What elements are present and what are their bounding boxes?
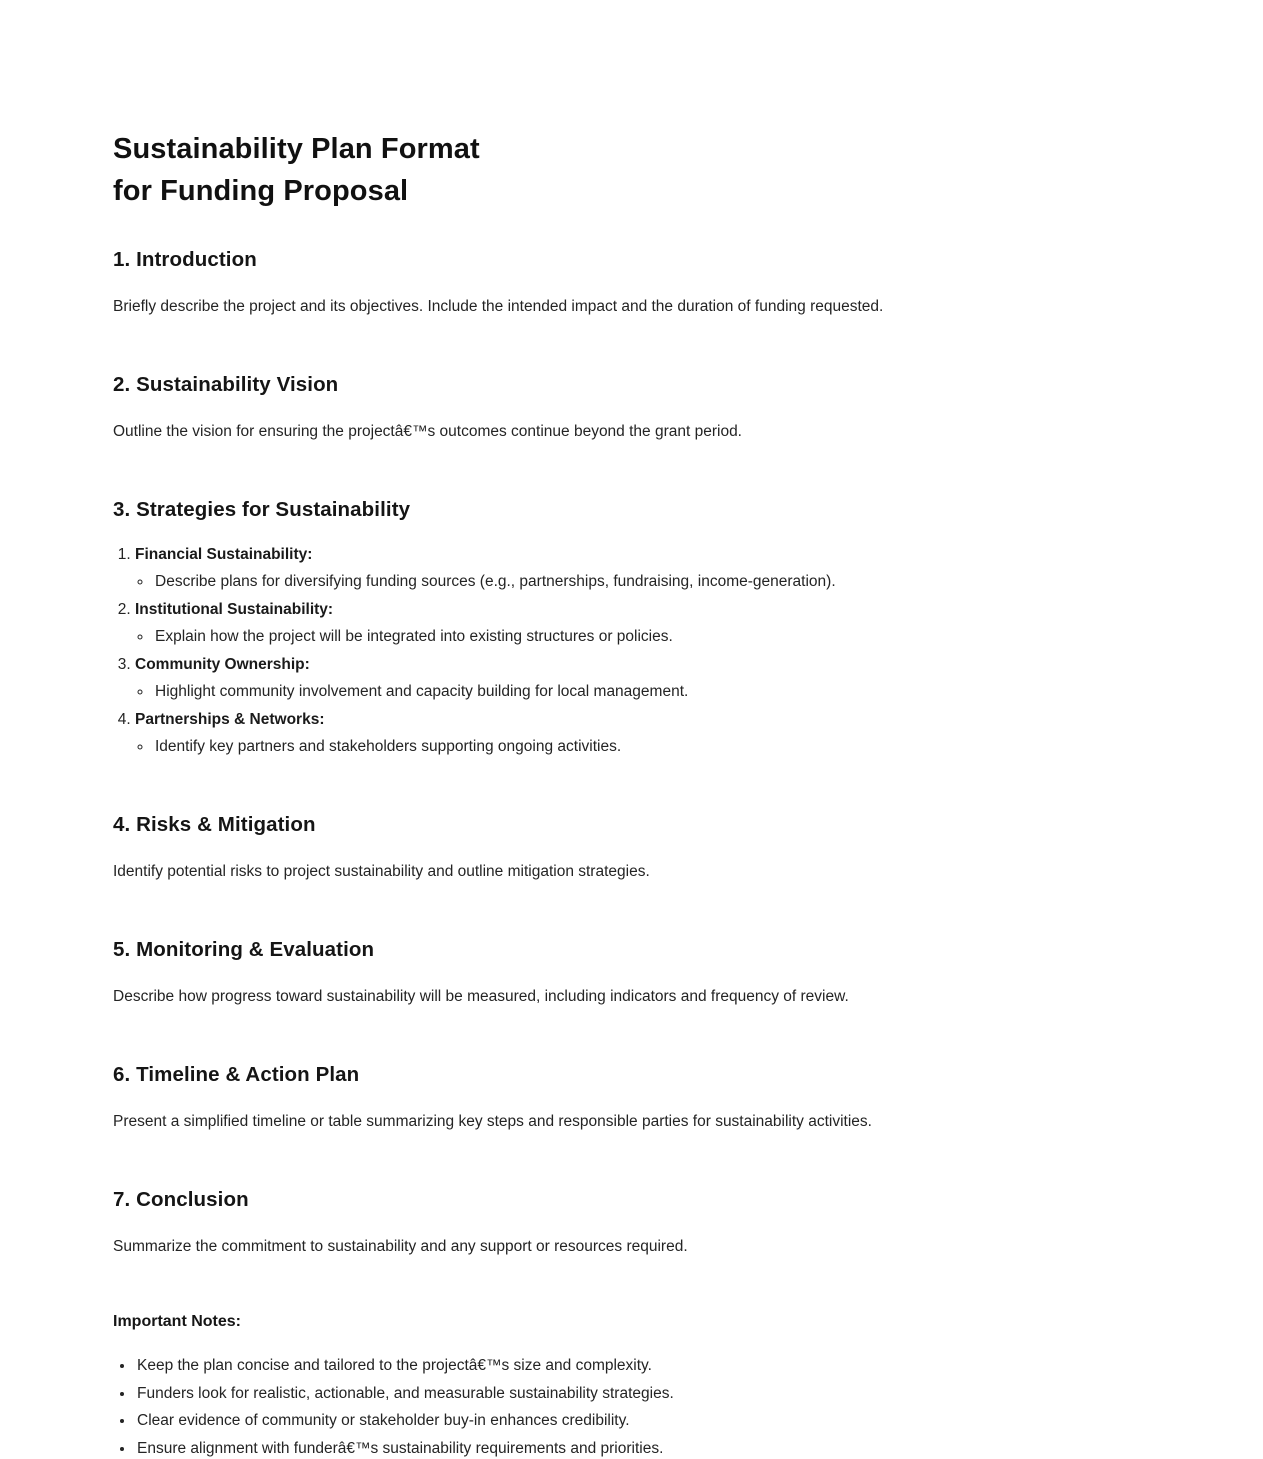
strategy-list: [113, 544, 1150, 757]
section-body-introduction: Briefly describe the project and its objectives. Include the intended impact and the duration of funding requested.: [113, 298, 884, 315]
strategy-sublist-community: [135, 681, 1150, 702]
notes-list: [113, 1355, 1150, 1459]
note-item-concise: • Keep the plan concise and tailored to the projectâ€™s size and complexity.: [135, 1355, 1150, 1376]
note-item-funders: • Funders look for realistic, actionable, and measurable sustainability strategies.: [135, 1383, 1150, 1404]
strategy-item-partnerships: [135, 709, 1150, 757]
section-body-conclusion: Summarize the commitment to sustainability and any support or resources required.: [113, 1238, 688, 1255]
section-heading-strategies: 3. Strategies for Sustainability: [113, 498, 411, 521]
section-heading-risks-mitigation: 4. Risks & Mitigation: [113, 813, 316, 836]
strategy-item-institutional: [135, 599, 1150, 647]
strategy-detail-community: ◦ Highlight community involvement and capacity building for local management.: [153, 681, 1150, 702]
document-title-line2: for Funding Proposal: [113, 175, 409, 207]
strategy-label-institutional: Institutional Sustainability:: [135, 601, 334, 618]
section-body-monitoring-evaluation: Describe how progress toward sustainability will be measured, including indicators and frequency of review.: [113, 988, 849, 1005]
section-heading-monitoring-evaluation: 5. Monitoring & Evaluation: [113, 938, 375, 961]
note-item-evidence: • Clear evidence of community or stakeholder buy-in enhances credibility.: [135, 1410, 1150, 1431]
section-heading-sustainability-vision: 2. Sustainability Vision: [113, 373, 339, 396]
section-body-risks-mitigation: Identify potential risks to project sustainability and outline mitigation strategies.: [113, 863, 650, 880]
strategy-detail-financial: ◦ Describe plans for diversifying funding sources (e.g., partnerships, fundraising, income-generation).: [153, 571, 1150, 592]
strategy-label-partnerships: Partnerships & Networks:: [135, 711, 325, 728]
section-body-sustainability-vision: Outline the vision for ensuring the projectâ€™s outcomes continue beyond the grant period.: [113, 423, 742, 440]
strategy-label-financial: Financial Sustainability:: [135, 546, 313, 563]
strategy-label-community: Community Ownership:: [135, 656, 310, 673]
strategy-sublist-partnerships: [135, 736, 1150, 757]
strategy-item-community: [135, 654, 1150, 702]
section-heading-introduction: 1. Introduction: [113, 248, 257, 271]
document-title: [113, 128, 1150, 212]
strategy-sublist-financial: [135, 571, 1150, 592]
section-body-timeline-action-plan: Present a simplified timeline or table summarizing key steps and responsible parties for sustainability activities.: [113, 1113, 872, 1130]
section-heading-timeline-action-plan: 6. Timeline & Action Plan: [113, 1063, 360, 1086]
document-title-line1: Sustainability Plan Format: [113, 133, 480, 165]
strategy-detail-partnerships: ◦ Identify key partners and stakeholders supporting ongoing activities.: [153, 736, 1150, 757]
notes-heading: Important Notes:: [113, 1313, 241, 1330]
strategy-sublist-institutional: [135, 626, 1150, 647]
strategy-item-financial: [135, 544, 1150, 592]
note-item-alignment: • Ensure alignment with funderâ€™s sustainability requirements and priorities.: [135, 1438, 1150, 1459]
strategy-detail-institutional: ◦ Explain how the project will be integrated into existing structures or policies.: [153, 626, 1150, 647]
section-heading-conclusion: 7. Conclusion: [113, 1188, 249, 1211]
